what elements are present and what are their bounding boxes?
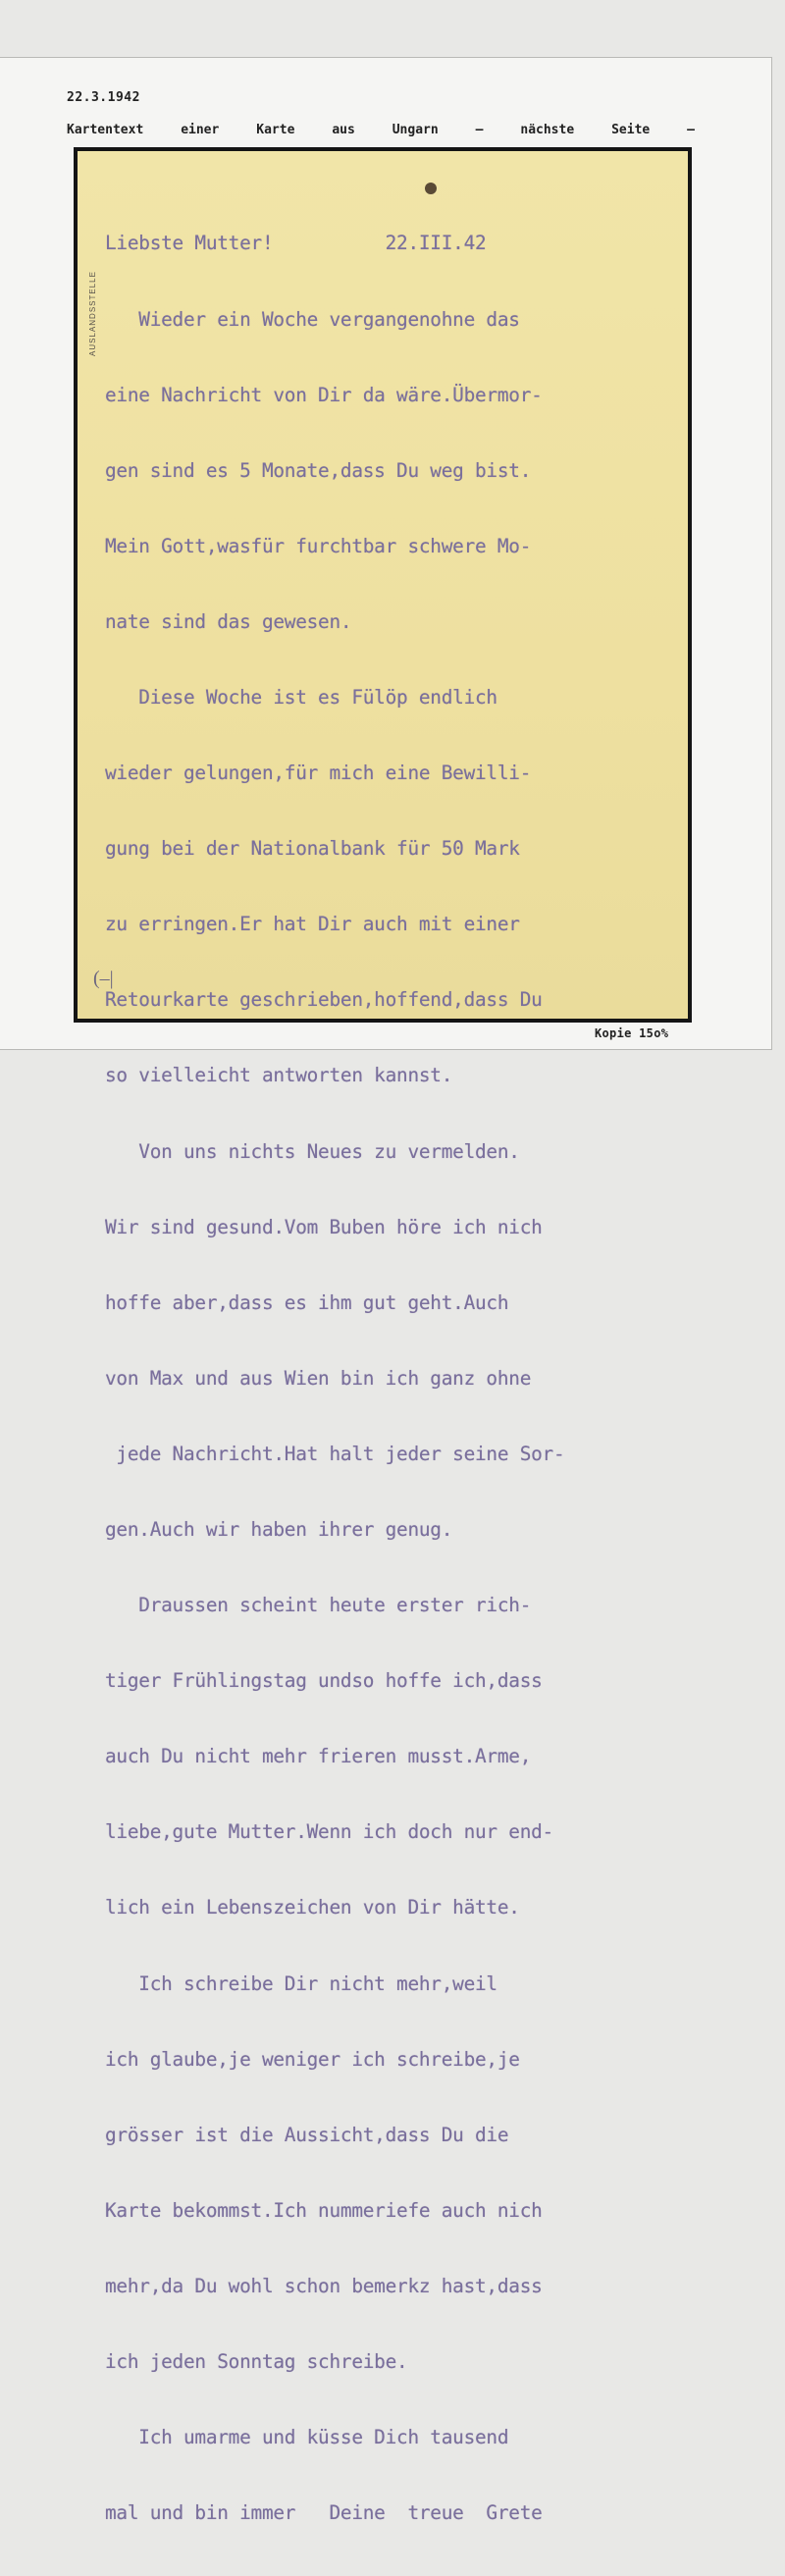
letter-line: von Max und aus Wien bin ich ganz ohne	[105, 1366, 532, 1390]
letter-line: Mein Gott,wasfür furchtbar schwere Mo-	[105, 534, 532, 557]
letter-line: Retourkarte geschrieben,hoffend,dass Du	[105, 988, 543, 1012]
letter-line: hoffe aber,dass es ihm gut geht.Auch	[105, 1290, 509, 1314]
page-caption	[67, 123, 695, 137]
caption-word: Seite	[611, 123, 651, 137]
letter-line: nate sind das gewesen.	[105, 609, 352, 633]
letter-line: gen.Auch wir haben ihrer genug.	[105, 1518, 453, 1541]
letter-line: Wieder ein Woche vergangenohne das	[105, 307, 520, 331]
caption-word: nächste	[520, 123, 575, 137]
page-date: 22.3.1942	[67, 90, 140, 105]
letter-line: wieder gelungen,für mich eine Bewilli-	[105, 762, 532, 785]
pencil-mark: (–|	[93, 968, 114, 989]
letter-line: mal und bin immer Deine treue Grete	[105, 2501, 543, 2525]
letter-line: Karte bekommst.Ich nummeriefe auch nich	[105, 2198, 543, 2222]
letter-line: Diese Woche ist es Fülöp endlich	[105, 685, 497, 709]
caption-word: –	[687, 123, 695, 137]
letter-line: gung bei der Nationalbank für 50 Mark	[105, 837, 520, 861]
letter-line: tiger Frühlingstag undso hoffe ich,dass	[105, 1669, 543, 1693]
letter-line: Liebste Mutter! 22.III.42	[105, 232, 487, 255]
censor-stamp-text: AUSLANDSSTELLE	[87, 270, 97, 356]
letter-line: eine Nachricht von Dir da wäre.Übermor-	[105, 383, 543, 406]
letter-line: grösser ist die Aussicht,dass Du die	[105, 2123, 509, 2146]
letter-line: Wir sind gesund.Vom Buben höre ich nich	[105, 1215, 543, 1238]
caption-word: aus	[332, 123, 355, 137]
caption-word: Ungarn	[392, 123, 439, 137]
letter-line: liebe,gute Mutter.Wenn ich doch nur end-	[105, 1820, 553, 1844]
letter-line: auch Du nicht mehr frieren musst.Arme,	[105, 1745, 532, 1768]
letter-line: Ich schreibe Dir nicht mehr,weil	[105, 1971, 497, 1995]
typed-letter	[105, 181, 694, 2576]
letter-line: gen sind es 5 Monate,dass Du weg bist.	[105, 458, 532, 482]
caption-word: Kartentext	[67, 123, 144, 137]
letter-line: lich ein Lebenszeichen von Dir hätte.	[105, 1896, 520, 1919]
letter-line: ich jeden Sonntag schreibe.	[105, 2350, 408, 2374]
letter-line: Draussen scheint heute erster rich-	[105, 1594, 532, 1617]
caption-word: einer	[181, 123, 220, 137]
censor-stamp	[85, 269, 99, 357]
caption-word: Karte	[256, 123, 295, 137]
letter-line: Ich umarme und küsse Dich tausend	[105, 2426, 509, 2449]
caption-word: –	[475, 123, 484, 137]
copy-scale-note: Kopie 15o%	[595, 1026, 669, 1040]
letter-line: ich glaube,je weniger ich schreibe,je	[105, 2047, 520, 2071]
letter-line: so vielleicht antworten kannst.	[105, 1064, 453, 1087]
letter-line: Von uns nichts Neues zu vermelden.	[105, 1139, 520, 1163]
letter-line: mehr,da Du wohl schon bemerkz hast,dass	[105, 2274, 543, 2297]
letter-line: jede Nachricht.Hat halt jeder seine Sor-	[105, 1442, 565, 1465]
letter-line: zu erringen.Er hat Dir auch mit einer	[105, 913, 520, 936]
